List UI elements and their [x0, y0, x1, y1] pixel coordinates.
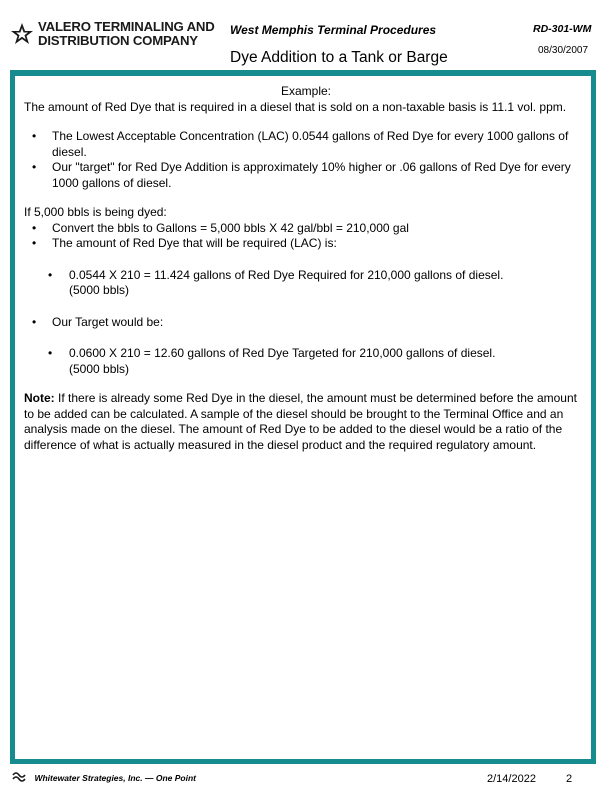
- list-item-text: Our "target" for Red Dye Addition is approximately 10% higher or .06 gallons of Red Dye for every 1000 gallons of diesel.: [52, 160, 571, 190]
- calculation-lac-line2: (5000 bbls): [69, 283, 130, 297]
- procedure-content: [24, 84, 588, 453]
- calculation-lac-line1: 0.0544 X 210 = 11.424 gallons of Red Dye Required for 210,000 gallons of diesel.: [69, 267, 504, 282]
- calculation-target-line1: 0.0600 X 210 = 12.60 gallons of Red Dye Targeted for 210,000 gallons of diesel.: [69, 346, 496, 360]
- note-label: Note:: [24, 391, 55, 405]
- intro-paragraph: The amount of Red Dye that is required in a diesel that is sold on a non-taxable basis is 11.1 vol. ppm.: [24, 99, 567, 114]
- footer-logo: [12, 770, 196, 786]
- bullet-icon: •: [32, 314, 37, 329]
- list-item: [24, 221, 588, 237]
- footer-print-date: 2/14/2022: [487, 773, 536, 785]
- list-item-text: Our Target would be:: [52, 314, 164, 329]
- document-header-title: West Memphis Terminal Procedures: [230, 23, 437, 37]
- bullet-icon: •: [32, 220, 37, 235]
- document-number: RD-301-WM: [533, 23, 592, 35]
- valero-star-mark-icon: [10, 22, 34, 46]
- company-logo: [10, 20, 218, 50]
- bullet-icon: •: [32, 160, 37, 174]
- company-name-line1: VALERO TERMINALING AND: [38, 19, 215, 34]
- list-item-text: The Lowest Acceptable Concentration (LAC) 0.0544 gallons of Red Dye for every 1000 gallons of diesel.: [52, 129, 569, 159]
- list-item: [24, 236, 588, 252]
- note-text: If there is already some Red Dye in the diesel, the amount must be determined before the amount to be added can be calculated. A sample of the diesel should be brought to the Terminal Office and an analysis made on the diesel. The amount of Red Dye to be added to the diesel would be a ratio of the difference of what is actually measured in the diesel product and the required regulatory amount.: [24, 391, 577, 452]
- footer-logo-text: Whitewater Strategies, Inc. — One Point: [34, 773, 196, 783]
- example-heading: Example:: [280, 84, 332, 98]
- note-paragraph: [24, 391, 588, 453]
- page-number: 2: [566, 773, 573, 785]
- list-item: [24, 315, 588, 331]
- list-item-text: The amount of Red Dye that will be required (LAC) is:: [52, 236, 337, 250]
- list-item-text: Convert the bbls to Gallons = 5,000 bbls X 42 gal/bbl = 210,000 gal: [52, 220, 409, 235]
- bullet-icon: •: [48, 346, 53, 360]
- calculation-target-line2: (5000 bbls): [69, 361, 130, 376]
- whitewater-wave-icon: [12, 770, 28, 784]
- bullet-icon: •: [32, 129, 37, 143]
- calculation-lac: [24, 268, 588, 299]
- bullet-icon: •: [48, 267, 53, 282]
- company-name: [38, 20, 215, 47]
- company-name-line2: DISTRIBUTION COMPANY: [38, 32, 198, 48]
- list-item: [24, 129, 588, 160]
- if-line: If 5,000 bbls is being dyed:: [24, 205, 167, 219]
- calculation-target: [24, 346, 588, 377]
- document-date: 08/30/2007: [538, 45, 589, 56]
- document-subtitle: Dye Addition to a Tank or Barge: [230, 49, 448, 66]
- list-item: [24, 160, 588, 191]
- bullet-icon: •: [32, 236, 37, 250]
